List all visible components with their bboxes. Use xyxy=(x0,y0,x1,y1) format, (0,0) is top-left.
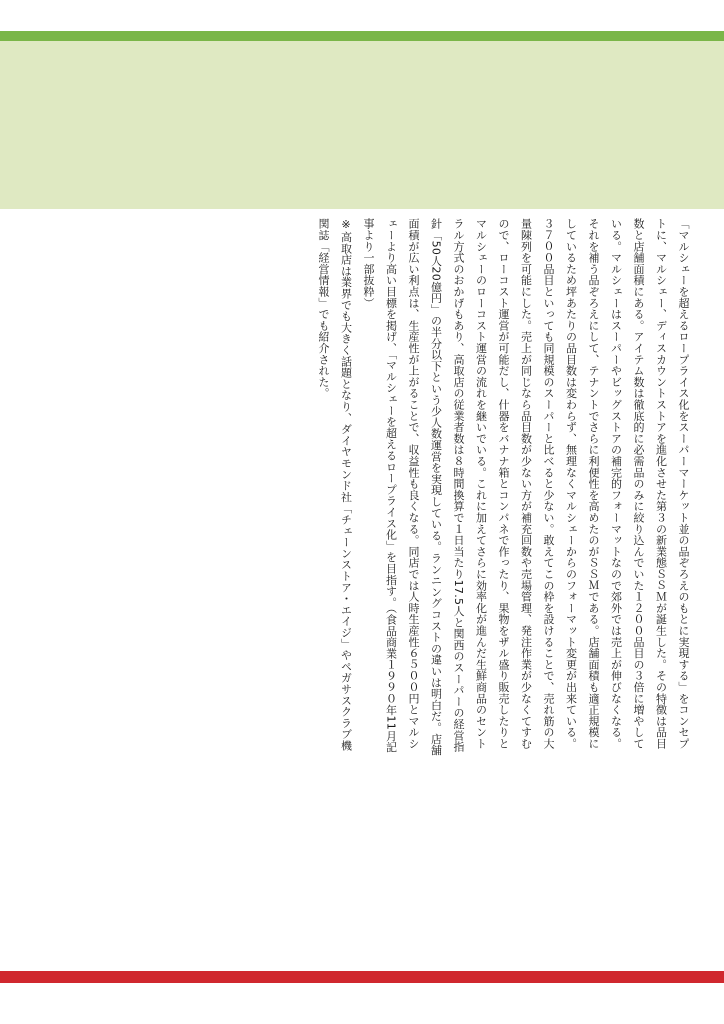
article-body xyxy=(198,218,694,758)
article-paragraph-note: ※高取店は業界でも大きく話題となり、ダイヤモンド社「チェーンストア・エイジ」やペガサスクラブ機関誌「経営情報」でも紹介された。 xyxy=(317,218,353,752)
bottom-red-rule xyxy=(0,971,724,983)
top-green-rule xyxy=(0,31,724,41)
top-header-panel xyxy=(0,41,724,209)
article-paragraph-main: 「マルシェーを超えるロープライス化をスーパーマーケット並の品ぞろえのもとに実現する」をコンセプトに、マルシェー、ディスカウントストアを進化させた第３の新業態ＳＳＭが誕生した。その特徴は品目数と店舗面積にある。アイテム数は徹底的に必需品のみに絞り込んでいた１２００品目の３倍に増やしている。マルシェーはスーパーやビッグストアの補完的フォーマットなので郊外では売上が伸びなくなる。それを補う品ぞろえにして、テナントでさらに利便性を高めたのがＳＳＭである。店舗面積も適正規模にしているため坪あたりの品目数は変わらず、無理なくマルシェーからのフォーマット変更が出来ている。３７００品目といっても同規模のスーパーと比べると少ない。敢えてこの枠を設けることで、売れ筋の大量陳列を可能にした。売上が同じなら品目数が少ない方が補充回数や売場管理、発注作業が少なくてすむので、ローコスト運営が可能だし、什器をバナナ箱とコンパネで作ったり、果物をザル盛り販売したりとマルシェーのローコスト運営の流れを継いでいる。これに加えてさらに効率化が進んだ生鮮商品のセントラル方式のおかげもあり、高取店の従業者数は８時間換算で１日当たり17.5人と関西のスーパーの経営指針「50人20億円」の半分以下という少人数運営を実現している。ランニングコストの違いは明白だ。店舗面積が広い利点は、生産性が上がることで、収益性も良くなる。同店では人時生産性６５００円とマルシェーより高い目標を掲げ、「マルシェーを超えるロープライス化」を目指す。（食品商業１９９０年11月記事より一部抜粋） xyxy=(362,218,690,756)
